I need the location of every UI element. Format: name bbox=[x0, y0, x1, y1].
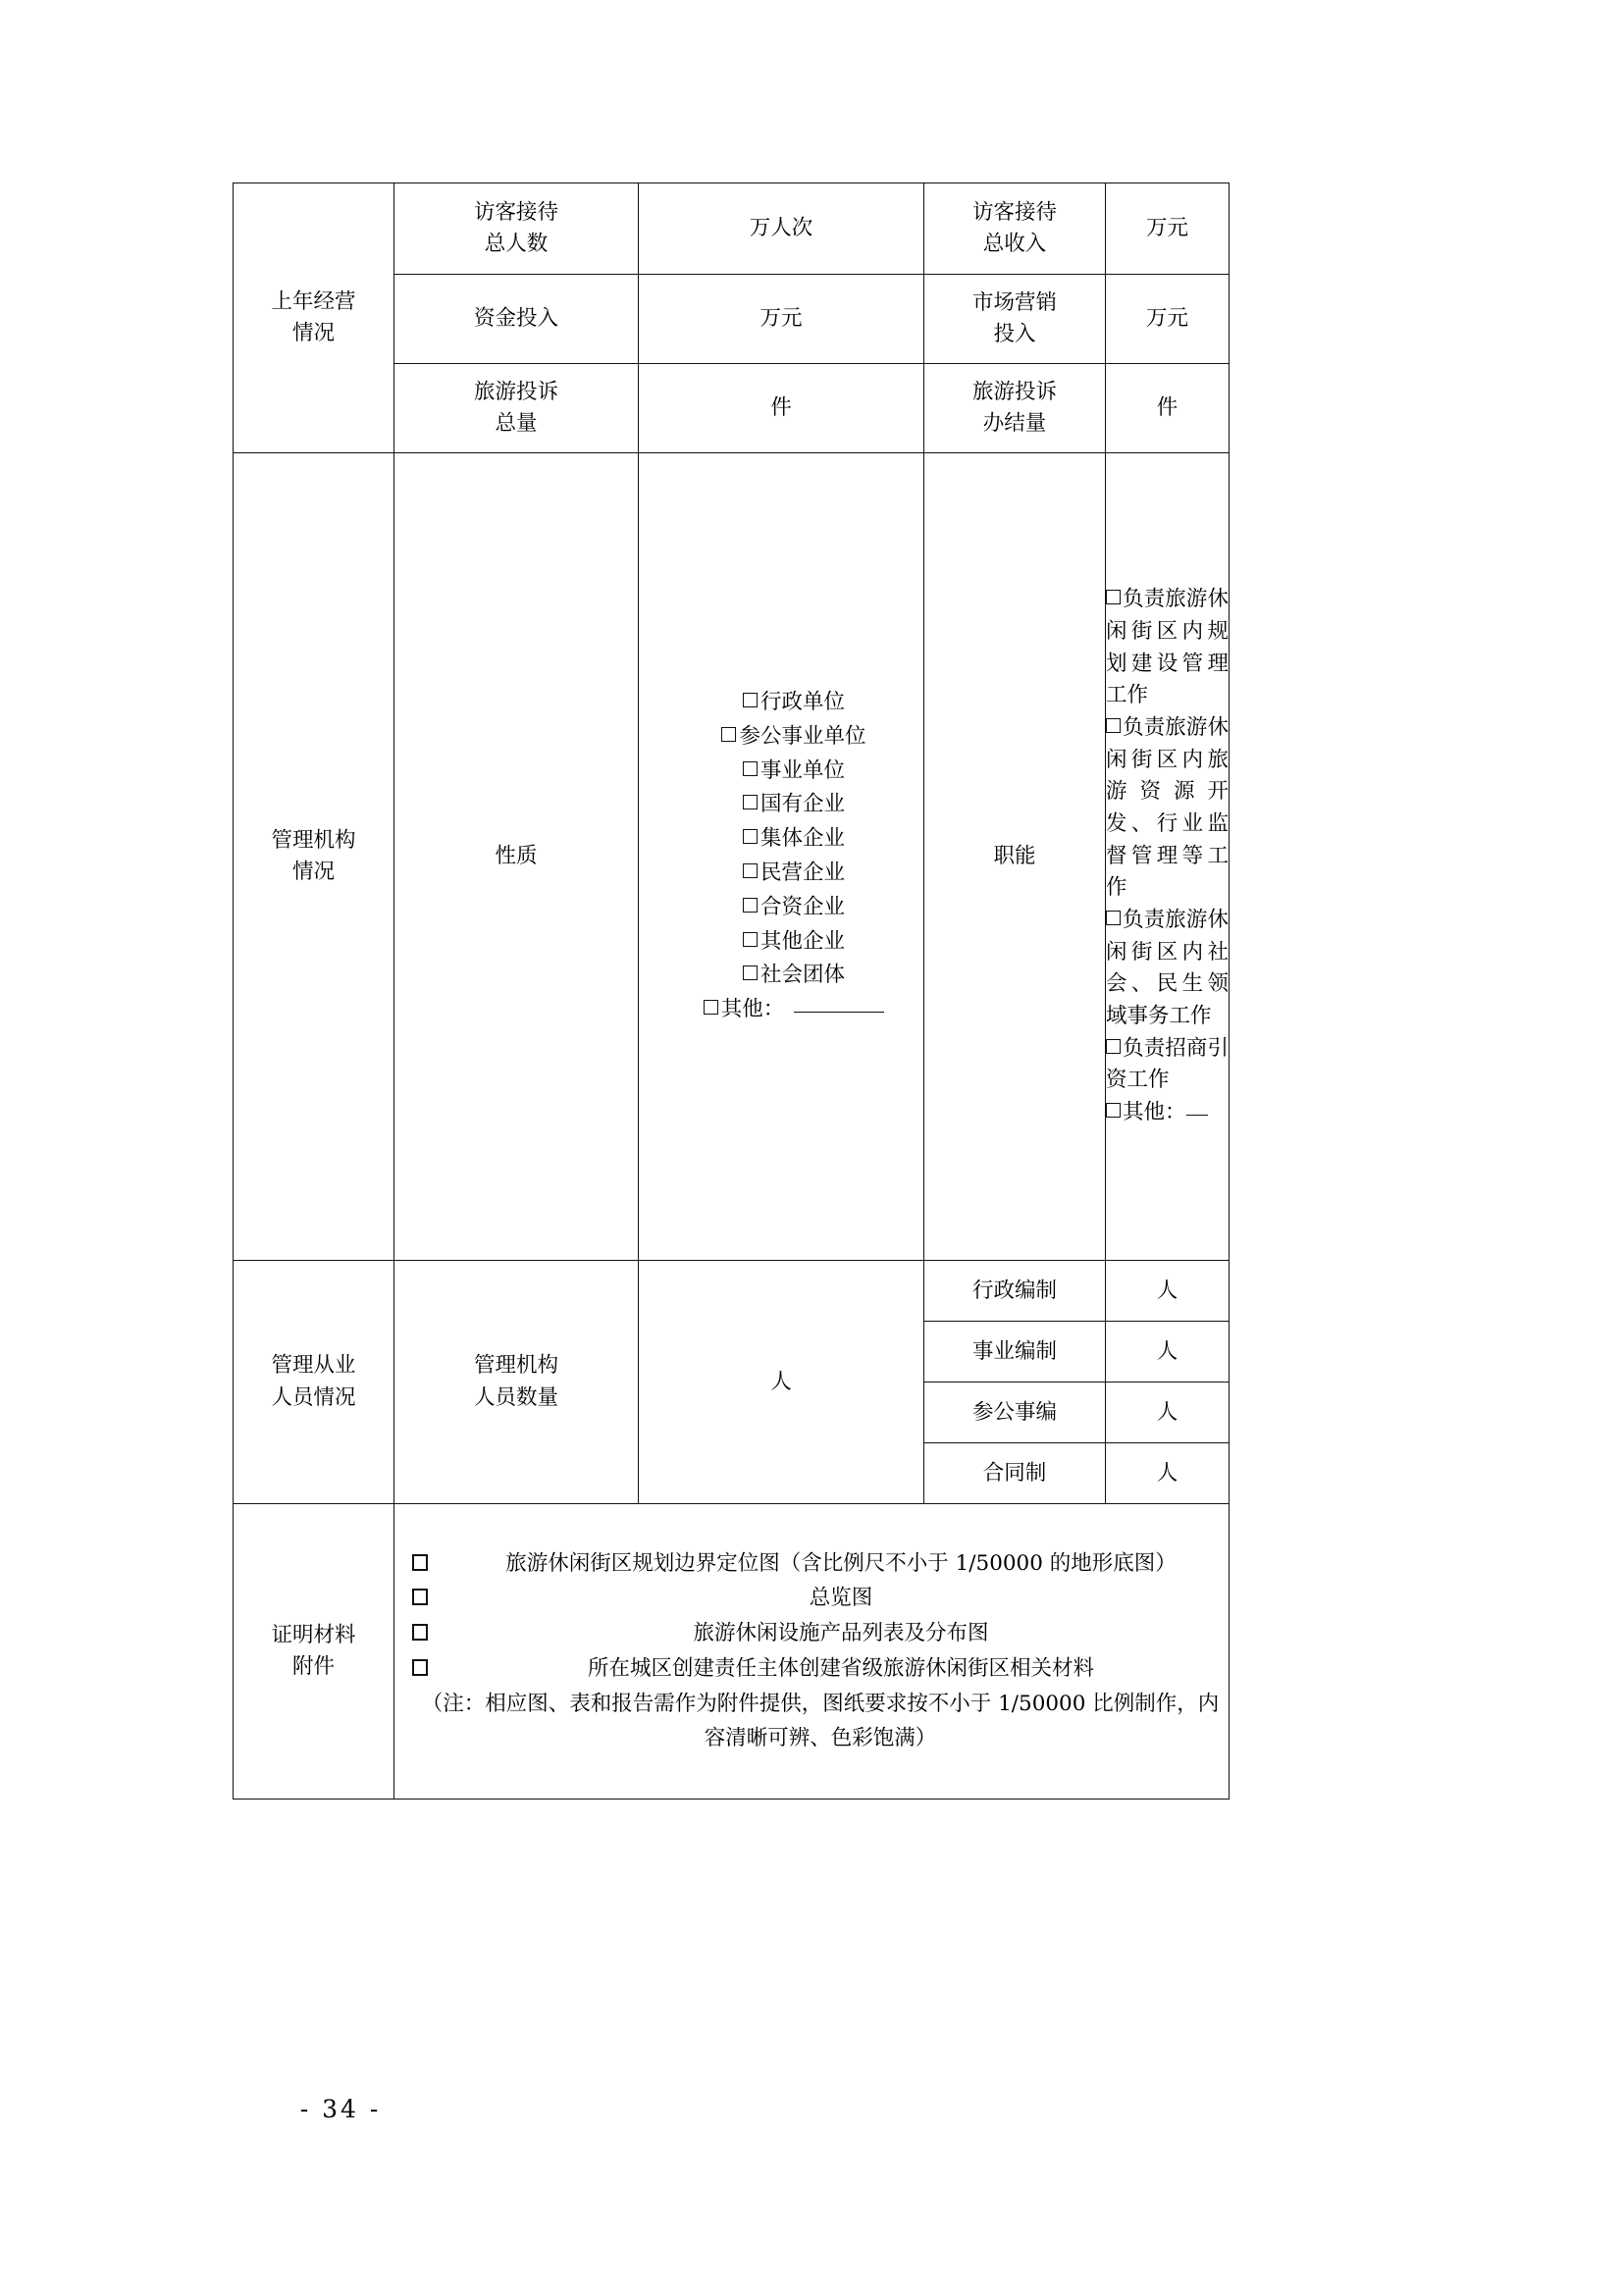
function-option-2[interactable] bbox=[1106, 905, 1229, 1033]
operation-item-5-unit[interactable]: 件 bbox=[1106, 364, 1230, 453]
checkbox-icon[interactable] bbox=[412, 1554, 428, 1571]
checkbox-icon[interactable] bbox=[743, 829, 758, 844]
checkbox-icon[interactable] bbox=[412, 1659, 428, 1676]
staff-count-unit[interactable]: 人 bbox=[639, 1261, 924, 1504]
operation-item-5-name-line1: 旅游投诉 bbox=[971, 379, 1057, 404]
section-label-operation bbox=[234, 183, 394, 453]
function-option-1[interactable] bbox=[1106, 712, 1229, 905]
checkbox-icon[interactable] bbox=[704, 1000, 718, 1015]
section-label-management-org-line1: 管理机构 bbox=[271, 827, 356, 853]
nature-options-cell bbox=[639, 453, 924, 1261]
operation-item-2-name bbox=[394, 275, 639, 364]
checkbox-icon[interactable] bbox=[721, 727, 736, 742]
function-option-label: 负责招商引资工作 bbox=[1106, 1035, 1229, 1093]
attachments-cell bbox=[394, 1504, 1230, 1800]
nature-option-label: 社会团体 bbox=[759, 963, 845, 988]
operation-item-2-unit[interactable]: 万元 bbox=[639, 275, 924, 364]
section-label-staff-line1: 管理从业 bbox=[271, 1353, 356, 1379]
attachment-item-2[interactable] bbox=[394, 1617, 1229, 1651]
section-label-management-org-line2: 情况 bbox=[291, 860, 335, 884]
staff-count-label-line2: 人员数量 bbox=[473, 1384, 558, 1410]
checkbox-icon[interactable] bbox=[1106, 590, 1121, 604]
nature-option-other[interactable] bbox=[664, 993, 923, 1027]
operation-item-1-name-line2: 总收入 bbox=[982, 232, 1047, 256]
section-label-attachments-line2: 附件 bbox=[291, 1654, 335, 1679]
operation-item-3-name-line2: 投入 bbox=[993, 322, 1036, 346]
operation-item-3-name bbox=[924, 275, 1106, 364]
staff-count-label bbox=[394, 1261, 639, 1504]
nature-other-input-line[interactable] bbox=[794, 1011, 884, 1013]
operation-item-5-name bbox=[924, 364, 1106, 453]
attachment-item-label: 所在城区创建责任主体创建省级旅游休闲街区相关材料 bbox=[587, 1656, 1094, 1681]
section-label-attachments bbox=[234, 1504, 394, 1800]
checkbox-icon[interactable] bbox=[1106, 911, 1121, 925]
checkbox-icon[interactable] bbox=[1106, 718, 1121, 733]
function-option-3[interactable] bbox=[1106, 1033, 1229, 1097]
checkbox-icon[interactable] bbox=[743, 693, 758, 707]
section-label-staff-line2: 人员情况 bbox=[271, 1384, 356, 1410]
attachment-item-label: 总览图 bbox=[809, 1586, 873, 1611]
staff-breakdown-0-name: 行政编制 bbox=[924, 1261, 1106, 1322]
function-option-other-label: 其他： bbox=[1123, 1100, 1186, 1125]
nature-option-6[interactable] bbox=[664, 891, 923, 925]
table-row bbox=[234, 453, 1230, 1261]
nature-option-5[interactable] bbox=[664, 857, 923, 891]
staff-breakdown-0-unit[interactable]: 人 bbox=[1106, 1261, 1230, 1322]
operation-item-4-name bbox=[394, 364, 639, 453]
nature-option-label: 行政单位 bbox=[759, 689, 845, 714]
nature-option-8[interactable] bbox=[664, 959, 923, 993]
checkbox-icon[interactable] bbox=[412, 1589, 428, 1605]
checkbox-icon[interactable] bbox=[743, 965, 758, 980]
nature-option-4[interactable] bbox=[664, 822, 923, 857]
operation-item-0-name-line2: 总人数 bbox=[484, 232, 549, 256]
section-label-attachments-line1: 证明材料 bbox=[271, 1622, 356, 1647]
nature-option-label: 国有企业 bbox=[759, 792, 845, 817]
function-option-label: 负责旅游休闲街区内旅游资源开发、行业监督管理等工作 bbox=[1106, 714, 1229, 901]
operation-item-1-name-line1: 访客接待 bbox=[971, 199, 1057, 225]
function-options-list bbox=[1106, 584, 1229, 1128]
nature-option-7[interactable] bbox=[664, 925, 923, 960]
table-row bbox=[234, 1504, 1230, 1800]
nature-option-1[interactable] bbox=[664, 720, 923, 755]
nature-option-label: 合资企业 bbox=[759, 894, 845, 919]
checkbox-icon[interactable] bbox=[743, 898, 758, 913]
attachment-item-label: 旅游休闲设施产品列表及分布图 bbox=[693, 1621, 989, 1646]
operation-item-0-unit[interactable]: 万人次 bbox=[639, 183, 924, 275]
checkbox-icon[interactable] bbox=[1106, 1039, 1121, 1054]
operation-item-1-unit[interactable]: 万元 bbox=[1106, 183, 1230, 275]
section-label-operation-line1: 上年经营 bbox=[271, 288, 356, 314]
attachments-note: （注：相应图、表和报告需作为附件提供，图纸要求按不小于 1/50000 比例制作，内容清晰可辨、色彩饱满） bbox=[421, 1691, 1220, 1750]
staff-breakdown-1-unit[interactable]: 人 bbox=[1106, 1322, 1230, 1383]
nature-option-3[interactable] bbox=[664, 788, 923, 822]
nature-option-label: 集体企业 bbox=[759, 826, 845, 852]
page-number: - 34 - bbox=[299, 2095, 382, 2123]
nature-option-other-label: 其他： bbox=[720, 997, 785, 1022]
function-label-cell: 职能 bbox=[924, 453, 1106, 1261]
nature-options-list bbox=[639, 686, 923, 1027]
function-option-other[interactable] bbox=[1106, 1097, 1229, 1129]
operation-item-4-name-line2: 总量 bbox=[495, 411, 538, 436]
operation-item-2-name-line1: 资金投入 bbox=[473, 305, 558, 331]
operation-item-3-name-line1: 市场营销 bbox=[971, 289, 1057, 315]
operation-item-3-unit[interactable]: 万元 bbox=[1106, 275, 1230, 364]
function-option-label: 负责旅游休闲街区内社会、民生领域事务工作 bbox=[1106, 908, 1229, 1029]
operation-item-0-name-line1: 访客接待 bbox=[473, 199, 558, 225]
function-option-0[interactable] bbox=[1106, 584, 1229, 712]
checkbox-icon[interactable] bbox=[743, 863, 758, 878]
section-label-operation-line2: 情况 bbox=[291, 321, 335, 345]
nature-option-0[interactable] bbox=[664, 686, 923, 720]
operation-item-4-unit[interactable]: 件 bbox=[639, 364, 924, 453]
function-options-cell bbox=[1106, 453, 1230, 1261]
nature-option-2[interactable] bbox=[664, 755, 923, 789]
nature-label-cell: 性质 bbox=[394, 453, 639, 1261]
checkbox-icon[interactable] bbox=[743, 932, 758, 947]
operation-item-0-name bbox=[394, 183, 639, 275]
nature-option-label: 事业单位 bbox=[759, 757, 845, 783]
section-label-staff bbox=[234, 1261, 394, 1504]
nature-option-label: 其他企业 bbox=[759, 928, 845, 954]
checkbox-icon[interactable] bbox=[1106, 1103, 1121, 1118]
table-row bbox=[234, 183, 1230, 275]
checkbox-icon[interactable] bbox=[743, 795, 758, 809]
nature-option-label: 民营企业 bbox=[759, 861, 845, 885]
attachment-item-3[interactable] bbox=[394, 1652, 1229, 1687]
staff-breakdown-2-unit[interactable]: 人 bbox=[1106, 1383, 1230, 1443]
checkbox-icon[interactable] bbox=[743, 761, 758, 776]
operation-item-4-name-line1: 旅游投诉 bbox=[473, 379, 558, 404]
staff-breakdown-2-name: 参公事编 bbox=[924, 1383, 1106, 1443]
operation-item-5-name-line2: 办结量 bbox=[982, 411, 1047, 436]
table-row bbox=[234, 1261, 1230, 1322]
function-other-input-line[interactable] bbox=[1186, 1114, 1208, 1116]
attachment-items-list bbox=[394, 1547, 1229, 1687]
staff-breakdown-3-unit[interactable]: 人 bbox=[1106, 1443, 1230, 1504]
attachment-item-1[interactable] bbox=[394, 1582, 1229, 1616]
nature-option-label: 参公事业单位 bbox=[739, 723, 866, 749]
section-label-management-org bbox=[234, 453, 394, 1261]
staff-count-label-line1: 管理机构 bbox=[473, 1353, 558, 1379]
operation-item-1-name bbox=[924, 183, 1106, 275]
attachment-item-0[interactable] bbox=[394, 1547, 1229, 1582]
checkbox-icon[interactable] bbox=[412, 1624, 428, 1641]
staff-breakdown-3-name: 合同制 bbox=[924, 1443, 1106, 1504]
application-form-table bbox=[233, 183, 1230, 1800]
function-option-label: 负责旅游休闲街区内规划建设管理工作 bbox=[1106, 587, 1229, 708]
staff-breakdown-1-name: 事业编制 bbox=[924, 1322, 1106, 1383]
attachment-item-label: 旅游休闲街区规划边界定位图（含比例尺不小于 1/50000 的地形底图） bbox=[505, 1550, 1177, 1576]
